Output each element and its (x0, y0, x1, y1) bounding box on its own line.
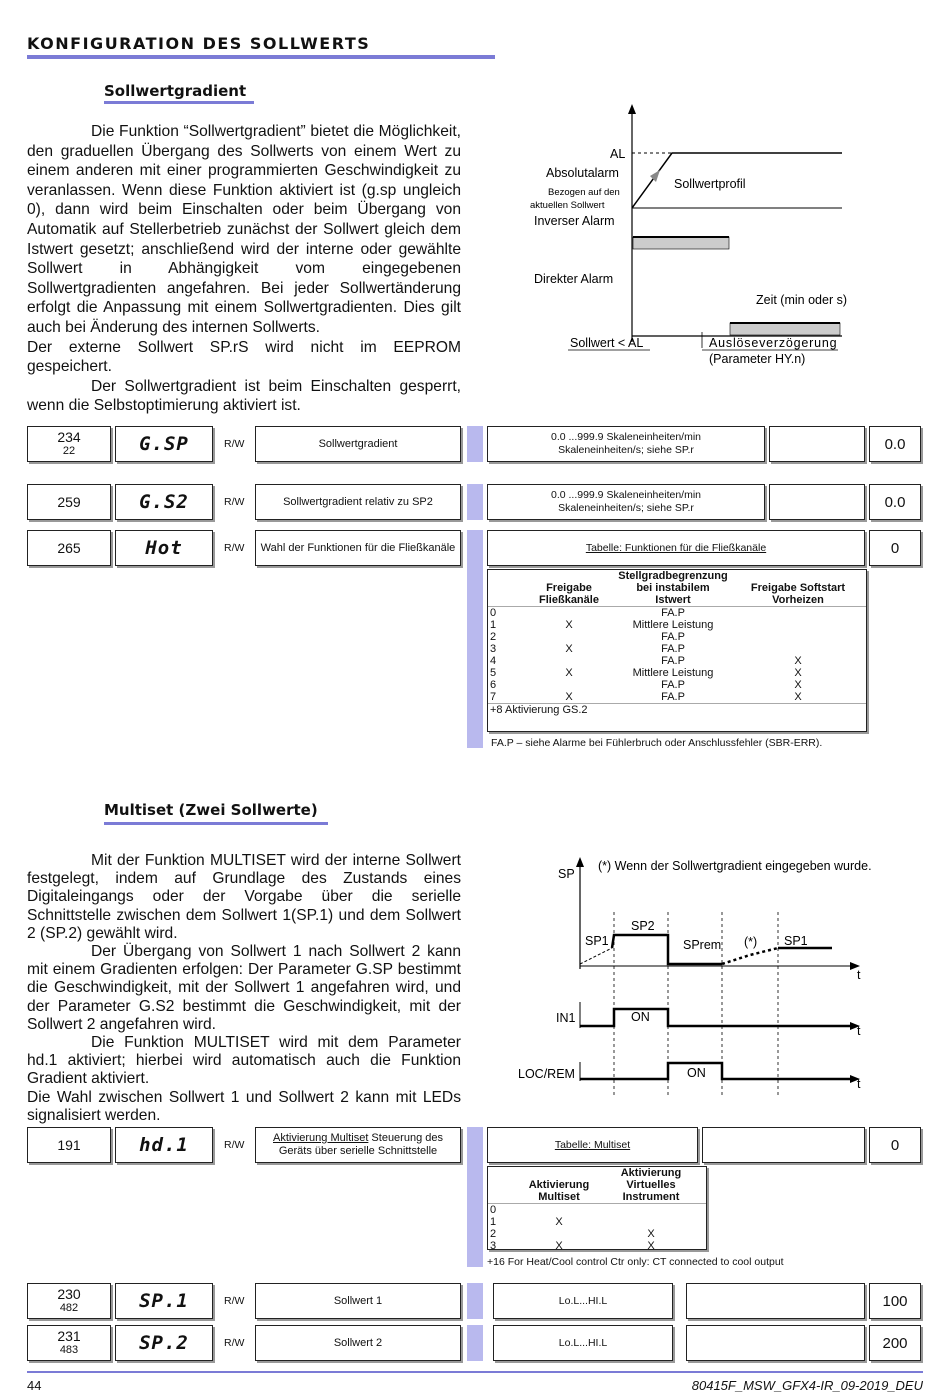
param-access: R/W (224, 1337, 245, 1349)
svg-text:t: t (857, 968, 861, 982)
time-label: Zeit (min oder s) (756, 293, 847, 307)
svg-text:ON: ON (687, 1066, 706, 1080)
param-default: 0 (869, 530, 921, 566)
param-range: 0.0 ...999.9 Skaleneinheiten/min Skaleneinheiten/s; siehe SP.r (487, 484, 765, 520)
param-bar (467, 530, 483, 748)
svg-text:(*): (*) (744, 935, 758, 949)
direct-alarm-label: Direkter Alarm (534, 272, 614, 286)
param-address: 259 (27, 484, 111, 520)
param-address: 191 (27, 1127, 111, 1163)
table-row: 2 X (490, 1228, 655, 1240)
delay-label: Auslöseverzögerung (709, 336, 838, 350)
inverse-alarm-label: Inverser Alarm (534, 214, 615, 228)
param-unit-empty (769, 484, 865, 520)
param-description: Aktivierung Multiset Steuerung des Geräts über serielle Schnittstelle (255, 1127, 461, 1163)
table-row: 6 FA.P X (490, 679, 802, 691)
param-address: 230 482 (27, 1283, 111, 1319)
param-default: 0.0 (869, 426, 921, 462)
fap-note: FA.P – siehe Alarme bei Fühlerbruch oder Anschlussfehler (SBR-ERR). (491, 737, 823, 749)
param-access: R/W (224, 1139, 245, 1151)
svg-text:t: t (857, 1024, 861, 1038)
table-row: 2 FA.P (490, 631, 685, 643)
table-row: 1 X Mittlere Leistung (490, 619, 714, 631)
page-number: 44 (27, 1378, 42, 1393)
svg-text:LOC/REM: LOC/REM (518, 1067, 575, 1081)
param-bar (467, 1325, 483, 1361)
table-row: 5 X Mittlere Leistung X (490, 667, 802, 679)
page-title: KONFIGURATION DES SOLLWERTS (27, 34, 371, 53)
section-heading-multiset: Multiset (Zwei Sollwerte) (104, 801, 318, 819)
svg-text:(*) Wenn der Sollwertgradient: (*) Wenn der Sollwertgradient eingegeben wurde. (598, 859, 872, 873)
svg-text:IN1: IN1 (556, 1011, 576, 1025)
bezogen-label-1: Bezogen auf den (548, 187, 620, 198)
param-description: Sollwertgradient (255, 426, 461, 462)
bezogen-label-2: aktuellen Sollwert (530, 200, 605, 211)
param-unit-empty (769, 426, 865, 462)
param-access: R/W (224, 1295, 245, 1307)
param-description: Sollwertgradient relativ zu SP2 (255, 484, 461, 520)
param-address: 234 22 (27, 426, 111, 462)
param-unit-empty (702, 1127, 865, 1163)
param-access: R/W (224, 496, 245, 508)
document-code: 80415F_MSW_GFX4-IR_09-2019_DEU (691, 1378, 923, 1393)
param-unit-empty (686, 1325, 865, 1361)
title-underline (27, 55, 495, 59)
param-default: 0.0 (869, 484, 921, 520)
svg-text:SP: SP (558, 867, 575, 881)
hysteresis-label: (Parameter HY.n) (709, 352, 806, 366)
inverse-alarm-bar (633, 237, 729, 249)
paragraph: Der Sollwertgradient ist beim Einschalten gesperrt, wenn die Selbstoptimierung aktiviert ist. (27, 377, 461, 415)
param-range-link: Tabelle: Multiset (487, 1127, 698, 1163)
param-access: R/W (224, 542, 245, 554)
sollwertprofil-label: Sollwertprofil (674, 177, 746, 191)
multiset-note: +16 For Heat/Cool control Ctr only: CT connected to cool output (487, 1256, 784, 1268)
param-access: R/W (224, 438, 245, 450)
param-default: 0 (869, 1127, 921, 1163)
absolutalarm-label: Absolutalarm (546, 166, 619, 180)
param-mnemonic: G.S2 (115, 484, 213, 520)
param-range: Lo.L...HI.L (493, 1325, 673, 1361)
table-extra: +8 Aktivierung GS.2 (488, 704, 866, 717)
paragraph: Die Funktion “Sollwertgradient” bietet die Möglichkeit, den graduellen Übergang des Sollwerts von einem Wert zu einem anderen mit einer programmierten Geschwindigkeit zu veranlassen. Wenn diese Funktion aktiviert ist (g.sp ungleich 0), dann wird beim Einschalten oder beim Übergang von Automatik auf Stellerbetrieb zunächst der Sollwert gleich dem Istwert gesetzt; anschließend wird der interne oder gewählte Sollwert in Abhängigkeit vom eingegebenen Sollwertgradienten angefahren. Bei jeder Sollwertänderung erfolgt die Anpassung mit einem Sollwertgradienten. Dies gilt auch bei Änderung des internen Sollwerts. (27, 123, 461, 336)
al-label: AL (610, 147, 626, 161)
param-bar (467, 484, 483, 520)
table-row: 3 X FA.P (490, 643, 685, 655)
paragraph: Mit der Funktion MULTISET wird der interne Sollwert festgelegt, indem auf Grundlage des Zustands eines Digitaleingangs oder der Vorgabe über die serielle Schnittstelle zwischen dem Sollwert 1(SP.1) und dem Sollwert 2 (SP.2) gewählt wird. (27, 852, 461, 942)
param-default: 100 (869, 1283, 921, 1319)
table-row: 1 X (490, 1216, 563, 1228)
table-row: 0 (488, 1204, 706, 1217)
axis-arrow (628, 104, 636, 114)
param-bar (467, 1127, 483, 1267)
param-mnemonic: SP.1 (115, 1283, 213, 1319)
svg-text:SP1: SP1 (784, 934, 808, 948)
heading-underline (104, 822, 328, 825)
param-bar (467, 1283, 483, 1319)
heading-underline (104, 101, 254, 104)
param-range: Lo.L...HI.L (493, 1283, 673, 1319)
svg-text:SP2: SP2 (631, 919, 655, 933)
table-row: 4 FA.P X (490, 655, 802, 667)
hot-function-table: Freigabe Fließkanäle Stellgradbegrenzung bei instabilem Istwert Freigabe Softstart Vorheizen 0 FA.P 1 X Mittlere Leistung 2 FA.P 3 X FA.P 4 FA.P X 5 X Mittlere Leistung X 6 FA.P X 7 X FA.P X +8 Aktivierung GS.2 (487, 569, 867, 732)
param-mnemonic: G.SP (115, 426, 213, 462)
paragraph: Der externe Sollwert SP.rS wird nicht im EEPROM gespeichert. (27, 338, 461, 376)
footer-rule (27, 1371, 923, 1373)
param-mnemonic: Hot (115, 530, 213, 566)
svg-text:SP1: SP1 (585, 934, 609, 948)
param-default: 200 (869, 1325, 921, 1361)
section-heading-gradient: Sollwertgradient (104, 82, 247, 100)
sollwert-al-label: Sollwert < AL (570, 336, 644, 350)
param-address: 231 483 (27, 1325, 111, 1361)
table-row: 7 X FA.P X (490, 691, 802, 703)
param-description: Sollwert 1 (255, 1283, 461, 1319)
svg-text:t: t (857, 1077, 861, 1091)
param-mnemonic: hd.1 (115, 1127, 213, 1163)
param-range: 0.0 ...999.9 Skaleneinheiten/min Skaleneinheiten/s; siehe SP.r (487, 426, 765, 462)
param-description: Wahl der Funktionen für die Fließkanäle (255, 530, 461, 566)
multiset-table: Aktivierung Multiset Aktivierung Virtuelles Instrument 0 1 X 2 X 3 X X (487, 1166, 707, 1250)
gradient-text (27, 122, 461, 416)
multiset-text (27, 852, 461, 1125)
svg-text:ON: ON (631, 1010, 650, 1024)
param-address: 265 (27, 530, 111, 566)
svg-text:SPrem: SPrem (683, 938, 722, 952)
alarm-diagram (520, 100, 880, 375)
paragraph: Die Wahl zwischen Sollwert 1 und Sollwert 2 kann mit LEDs signalisiert werden. (27, 1088, 461, 1124)
param-mnemonic: SP.2 (115, 1325, 213, 1361)
paragraph: Die Funktion MULTISET wird mit dem Parameter hd.1 aktiviert; hierbei wird automatisch auch die Funktion Gradient aktiviert. (27, 1034, 461, 1088)
param-description: Sollwert 2 (255, 1325, 461, 1361)
param-range-link: Tabelle: Funktionen für die Fließkanäle (487, 530, 865, 566)
paragraph: Der Übergang von Sollwert 1 nach Sollwert 2 kann mit einem Gradienten erfolgen: Der Parameter G.SP bestimmt die Geschwindigkeit, mit der Sollwert 1 angefahren wird, und der Parameter G.S2 bestimmt die Geschwindigkeit, mit der Sollwert 2 angefahren wird. (27, 943, 461, 1033)
multiset-diagram (510, 852, 890, 1097)
param-bar (467, 426, 483, 462)
direct-alarm-bar (730, 323, 840, 335)
table-row: 3 X X (490, 1240, 655, 1252)
table-row: 0 FA.P (488, 607, 866, 620)
param-unit-empty (686, 1283, 865, 1319)
